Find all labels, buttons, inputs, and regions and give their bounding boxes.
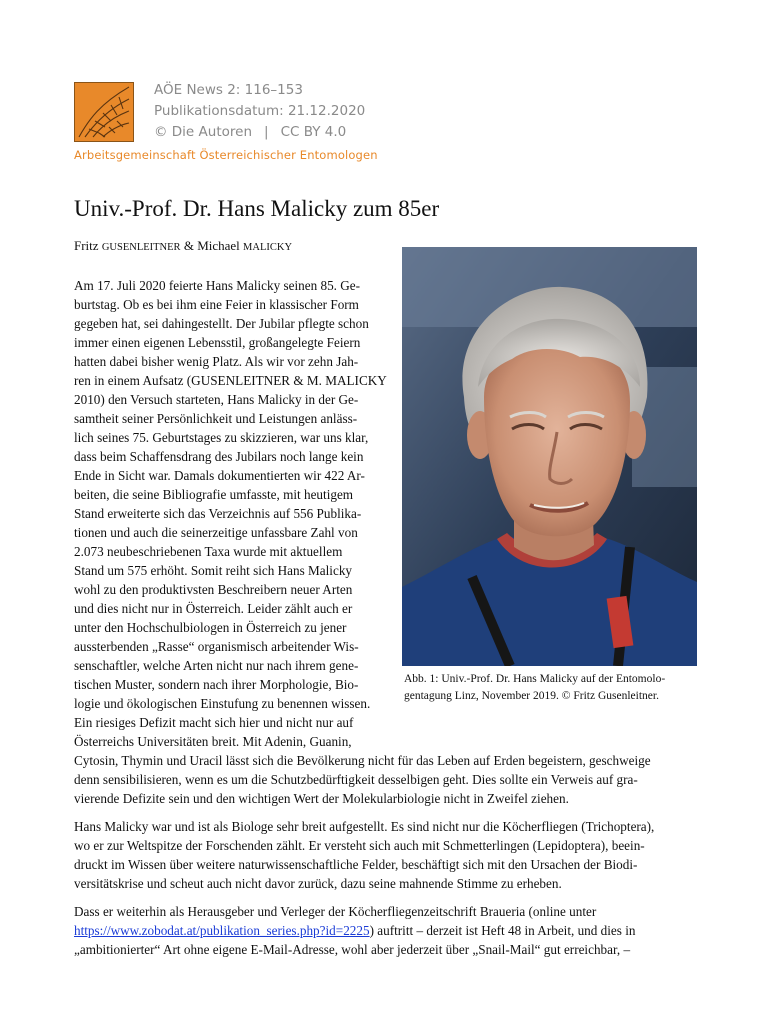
body-line: wo er zur Weltspitze der Forschenden zählt. Er versteht sich auch mit Schmetterlingen (Lepidoptera), beein- [74, 838, 645, 853]
body-text: ) auftritt – derzeit ist Heft 48 in Arbeit, und dies in [369, 923, 636, 938]
braueria-link[interactable]: https://www.zobodat.at/publikation_series.php?id=2225 [74, 923, 370, 938]
body-line: burtstag. Ob es bei ihm eine Feier in klassischer Form [74, 297, 359, 312]
body-line-with-link [74, 922, 635, 939]
body-line: Cytosin, Thymin und Uracil lässt sich die Bevölkerung nicht für das Leben auf Erden begeistern, geschweige [74, 753, 651, 768]
author1-first: Fritz [74, 238, 102, 253]
body-line: Am 17. Juli 2020 feierte Hans Malicky seinen 85. Ge- [74, 278, 361, 293]
insect-wing-icon [75, 83, 133, 141]
body-line: Stand um 575 erhöht. Somit reiht sich Hans Malicky [74, 563, 353, 578]
author2-first: Michael [197, 238, 244, 253]
body-line: 2.073 neubeschriebenen Taxa wurde mit aktuellem [74, 544, 343, 559]
body-line: logie und ökologischen Einstufung zu benennen wissen. [74, 696, 371, 711]
author2-last: MALICKY [243, 242, 293, 253]
body-line: beiten, die seine Bibliografie umfasste, mit heutigem [74, 487, 354, 502]
body-line: 2010) den Versuch starteten, Hans Malicky in der Ge- [74, 392, 359, 407]
body-line: Ende in Sicht war. Damals dokumentierten wir 422 Ar- [74, 468, 365, 483]
figure-caption [404, 671, 665, 705]
authors [74, 238, 292, 254]
body-line: vierende Defizite sein und den wichtigen Wert der Molekularbiologie nicht in Zweifel ziehen. [74, 791, 569, 806]
body-line: denn sensibilisieren, wenn es um die Schutzbedürftigkeit desselbigen geht. Dies sollte ein Verweis auf gra- [74, 772, 638, 787]
caption-line: gentagung Linz, November 2019. © Fritz Gusenleitner. [404, 690, 659, 702]
publication-date: Publikationsdatum: 21.12.2020 [154, 103, 366, 119]
license-text: CC BY 4.0 [280, 124, 347, 140]
body-line: gegeben hat, sei dahingestellt. Der Jubilar pflegte schon [74, 316, 369, 331]
portrait-photo [402, 247, 697, 666]
body-line: ren in einem Aufsatz (GUSENLEITNER & M. MALICKY [74, 373, 387, 388]
body-line: Ein riesiges Defizit macht sich hier und nicht nur auf [74, 715, 354, 730]
body-line: unter den Hochschulbiologen in Österreich zu jener [74, 620, 347, 635]
body-line: Dass er weiterhin als Herausgeber und Verleger der Köcherfliegenzeitschrift Braueria (online unter [74, 904, 597, 919]
body-line: und dies nicht nur in Österreich. Leider zählt auch er [74, 601, 353, 616]
body-line: hatten dabei bisher wenig Platz. Als wir vor zehn Jah- [74, 354, 359, 369]
separator: | [264, 124, 269, 140]
body-line: Stand erweiterte sich das Verzeichnis auf 556 Publika- [74, 506, 362, 521]
body-line: druckt im Wissen über weitere naturwissenschaftliche Felder, beschäftigt sich mit den Ursachen der Biodi- [74, 857, 638, 872]
article-title: Univ.-Prof. Dr. Hans Malicky zum 85er [74, 196, 440, 221]
body-line: dass beim Schaffensdrang des Jubilars noch lange kein [74, 449, 364, 464]
body-line: Hans Malicky war und ist als Biologe sehr breit aufgestellt. Es sind nicht nur die Köcherfliegen (Trichoptera), [74, 819, 655, 834]
body-line: samtheit seiner Persönlichkeit und Leistungen anläss- [74, 411, 358, 426]
body-line: Österreichs Universitäten breit. Mit Adenin, Guanin, [74, 734, 352, 749]
aoe-logo [74, 82, 134, 142]
body-line: aussterbenden „Rasse“ organismisch arbeitender Wis- [74, 639, 359, 654]
license-line [154, 124, 346, 140]
society-name: Arbeitsgemeinschaft Österreichischer Entomologen [74, 148, 378, 162]
author1-last: GUSENLEITNER [101, 242, 181, 253]
body-line: lich seines 75. Geburtstages zu skizzieren, war uns klar, [74, 430, 369, 445]
copyright-text: © Die Autoren [154, 124, 252, 140]
caption-line: Abb. 1: Univ.-Prof. Dr. Hans Malicky auf der Entomolo- [404, 673, 666, 685]
body-line: tionen und auch die seinerzeitige unfassbare Zahl von [74, 525, 358, 540]
body-line: immer einen eigenen Lebensstil, großangelegte Feiern [74, 335, 361, 350]
body-line: senschaftler, welche Arten nicht nur nach ihrem gene- [74, 658, 359, 673]
author-separator: & [180, 238, 198, 253]
body-line: versitätskrise und scheut auch nicht davor zurück, dazu seine mahnende Stimme zu erheben. [74, 876, 562, 891]
body-line: wohl zu den produktivsten Beschreibern neuer Arten [74, 582, 353, 597]
journal-citation: AÖE News 2: 116–153 [154, 82, 303, 98]
body-line: tischen Muster, sondern nach ihrer Morphologie, Bio- [74, 677, 359, 692]
body-line: „ambitionierter“ Art ohne eigene E-Mail-Adresse, wohl aber jederzeit über „Snail-Mail“ gut erreichbar, – [74, 942, 631, 957]
